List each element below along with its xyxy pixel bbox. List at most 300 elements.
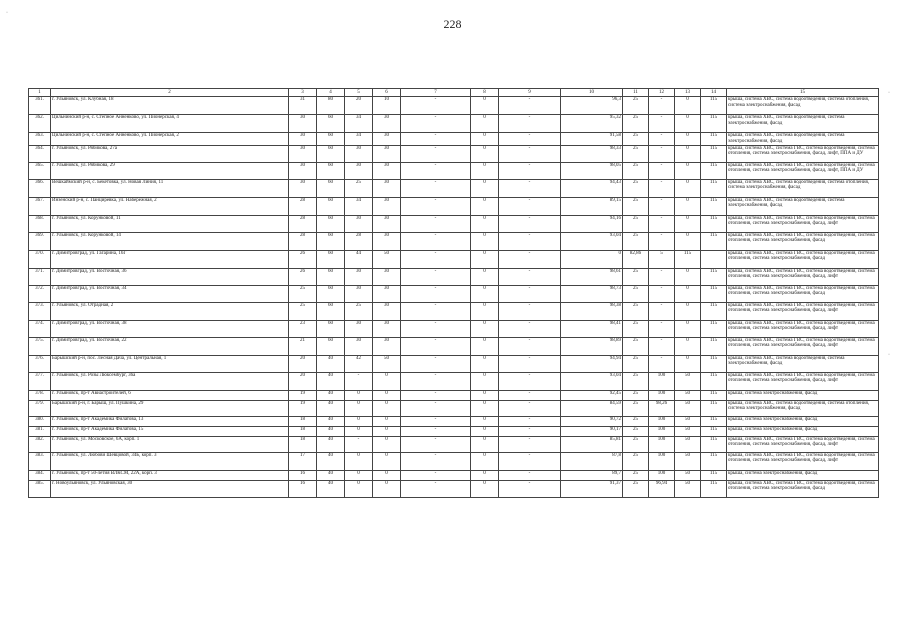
value-cell: 60 <box>317 250 345 268</box>
value-cell: 115 <box>675 250 701 268</box>
value-cell: 30 <box>289 145 317 162</box>
value-cell: - <box>499 426 561 436</box>
address-cell: г. Новоульяновск, ул. Ульяновская, 30 <box>51 480 289 497</box>
value-cell: 0 <box>471 250 499 268</box>
value-cell: - <box>649 97 675 115</box>
works-cell: крыша, система электроснабжения, фасад <box>727 426 879 436</box>
value-cell: 25 <box>623 197 649 215</box>
works-cell: крыша, система ХВС, система водоотведения, система электроснабжения, фасад <box>727 355 879 372</box>
value-cell: 96,3 <box>561 97 623 115</box>
value-cell: 115 <box>701 400 727 416</box>
value-cell: 90,72 <box>561 416 623 426</box>
address-cell: г. Ульяновск, пр-т 50-летия ВЛКСМ, 22А, корп. 3 <box>51 470 289 480</box>
value-cell: 30 <box>289 115 317 133</box>
value-cell: 89,7 <box>561 470 623 480</box>
column-number: 4 <box>317 89 345 97</box>
row-number: 362. <box>29 115 51 133</box>
works-cell: крыша, система ХВС, система ГВС, система водоотведения, система отопления, система электроснабжения, фасад <box>727 285 879 302</box>
value-cell: 19 <box>289 390 317 400</box>
row-number: 365. <box>29 162 51 179</box>
address-cell: г. Ульяновск, ул. Клубная, 18 <box>51 97 289 115</box>
value-cell: 91,37 <box>561 480 623 497</box>
works-cell: крыша, система электроснабжения, фасад <box>727 390 879 400</box>
address-cell: г. Димитровград, ул. Гагарина, 16Г <box>51 250 289 268</box>
value-cell: 50 <box>675 426 701 436</box>
works-cell: крыша, система ХВС, система ГВС, система водоотведения, система отопления, система электроснабжения, фасад, лифт <box>727 320 879 337</box>
value-cell: 0 <box>471 197 499 215</box>
works-cell: крыша, система ХВС, система водоотведения, система электроснабжения, фасад <box>727 133 879 146</box>
value-cell: 30 <box>373 145 401 162</box>
value-cell: 40 <box>317 452 345 470</box>
value-cell: 0 <box>471 97 499 115</box>
value-cell: 115 <box>701 97 727 115</box>
column-number: 6 <box>373 89 401 97</box>
row-number: 373. <box>29 302 51 320</box>
row-number: 379. <box>29 400 51 416</box>
value-cell: 30 <box>373 115 401 133</box>
value-cell: - <box>401 480 471 497</box>
value-cell: 0 <box>561 250 623 268</box>
value-cell: - <box>499 470 561 480</box>
value-cell: 0 <box>471 436 499 452</box>
value-cell: - <box>649 355 675 372</box>
value-cell: 0 <box>471 372 499 390</box>
value-cell: 28 <box>289 215 317 232</box>
value-cell: - <box>401 320 471 337</box>
value-cell: - <box>401 285 471 302</box>
value-cell: 0 <box>675 320 701 337</box>
value-cell: 0 <box>471 285 499 302</box>
address-cell: г. Ульяновск, ул. Розы Люксембург, 36а <box>51 372 289 390</box>
value-cell: 28 <box>289 197 317 215</box>
works-cell: крыша, система ХВС, система ГВС, система водоотведения, система отопления, система электроснабжения, фасад, лифт <box>727 452 879 470</box>
table-row <box>29 372 879 390</box>
value-cell: - <box>649 115 675 133</box>
value-cell: 5 <box>649 250 675 268</box>
value-cell: 20 <box>289 372 317 390</box>
value-cell: 60 <box>317 162 345 179</box>
value-cell: 0 <box>373 372 401 390</box>
value-cell: 0 <box>471 215 499 232</box>
value-cell: 30 <box>373 179 401 197</box>
page-number: 228 <box>443 17 462 31</box>
table-row <box>29 355 879 372</box>
value-cell: - <box>649 133 675 146</box>
value-cell: 0 <box>471 162 499 179</box>
value-cell: - <box>499 320 561 337</box>
row-number: 367. <box>29 197 51 215</box>
value-cell: - <box>401 400 471 416</box>
value-cell: 50 <box>675 436 701 452</box>
value-cell: 25 <box>623 426 649 436</box>
value-cell: - <box>499 145 561 162</box>
address-cell: Цильнинский р-н, с. Степное Анненково, ул. Пионерская, 2 <box>51 133 289 146</box>
row-number: 374. <box>29 320 51 337</box>
row-number: 364. <box>29 145 51 162</box>
value-cell: - <box>649 179 675 197</box>
value-cell: - <box>649 337 675 355</box>
value-cell: 60 <box>317 215 345 232</box>
table-row <box>29 285 879 302</box>
value-cell: 91,58 <box>561 133 623 146</box>
value-cell: 0 <box>345 390 373 400</box>
value-cell: 30 <box>373 320 401 337</box>
value-cell: 0 <box>373 390 401 400</box>
value-cell: - <box>345 436 373 452</box>
value-cell: - <box>401 232 471 250</box>
value-cell: 0 <box>345 400 373 416</box>
value-cell: - <box>401 133 471 146</box>
value-cell: 30 <box>373 133 401 146</box>
value-cell: 0 <box>345 416 373 426</box>
value-cell: 100 <box>649 452 675 470</box>
value-cell: 0 <box>471 426 499 436</box>
value-cell: 94,16 <box>561 215 623 232</box>
value-cell: 60 <box>317 197 345 215</box>
value-cell: 25 <box>623 133 649 146</box>
value-cell: 0 <box>675 97 701 115</box>
value-cell: 25 <box>623 232 649 250</box>
value-cell: 25 <box>623 162 649 179</box>
value-cell: 30 <box>289 179 317 197</box>
value-cell: - <box>345 372 373 390</box>
value-cell: - <box>401 97 471 115</box>
works-cell: крыша, система ХВС, система ГВС, система водоотведения, система отопления, система электроснабжения, фасад, лифт <box>727 436 879 452</box>
value-cell <box>701 250 727 268</box>
value-cell: 40 <box>317 372 345 390</box>
value-cell: 98,33 <box>561 145 623 162</box>
value-cell: 0 <box>471 400 499 416</box>
value-cell: 50 <box>675 480 701 497</box>
address-cell: г. Ульяновск, ул. Отрадная, 2 <box>51 302 289 320</box>
value-cell: 85,81 <box>561 436 623 452</box>
value-cell: 0 <box>471 115 499 133</box>
value-cell: - <box>499 115 561 133</box>
value-cell: 40 <box>317 470 345 480</box>
value-cell: 26 <box>289 268 317 285</box>
row-number: 368. <box>29 215 51 232</box>
value-cell: 115 <box>701 416 727 426</box>
value-cell: 25 <box>623 355 649 372</box>
value-cell: - <box>649 145 675 162</box>
value-cell: 98,61 <box>561 268 623 285</box>
table-row <box>29 416 879 426</box>
table-row <box>29 426 879 436</box>
value-cell: 115 <box>701 436 727 452</box>
value-cell: - <box>401 452 471 470</box>
value-cell: - <box>499 372 561 390</box>
value-cell: 93,04 <box>561 372 623 390</box>
table-row <box>29 162 879 179</box>
value-cell: 115 <box>701 452 727 470</box>
table-row <box>29 179 879 197</box>
value-cell: - <box>499 97 561 115</box>
value-cell: 0 <box>345 452 373 470</box>
value-cell: 115 <box>701 162 727 179</box>
value-cell: 0 <box>471 320 499 337</box>
scan-mark: · <box>6 10 8 16</box>
value-cell: 93,04 <box>561 232 623 250</box>
table-row <box>29 97 879 115</box>
value-cell: 20 <box>345 97 373 115</box>
value-cell: 0 <box>345 470 373 480</box>
value-cell: - <box>499 197 561 215</box>
value-cell: 115 <box>701 115 727 133</box>
address-cell: г. Димитровград, ул. Восточная, 22 <box>51 337 289 355</box>
value-cell: - <box>499 400 561 416</box>
value-cell: 115 <box>701 320 727 337</box>
value-cell: 30 <box>289 133 317 146</box>
column-number: 1 <box>29 89 51 97</box>
value-cell: 115 <box>701 197 727 215</box>
value-cell: 0 <box>675 162 701 179</box>
column-number-row <box>29 89 879 97</box>
address-cell: г. Димитровград, ул. Восточная, 34 <box>51 285 289 302</box>
works-cell: крыша, система ХВС, система водоотведения, система отопления, система электроснабжения, фасад <box>727 179 879 197</box>
value-cell: - <box>499 162 561 179</box>
value-cell: 0 <box>471 337 499 355</box>
value-cell: 115 <box>701 285 727 302</box>
row-number: 363. <box>29 133 51 146</box>
value-cell: - <box>649 268 675 285</box>
value-cell: 25 <box>623 416 649 426</box>
value-cell: 115 <box>701 470 727 480</box>
value-cell: 16 <box>289 480 317 497</box>
value-cell: - <box>499 302 561 320</box>
value-cell: 25 <box>345 302 373 320</box>
value-cell: 25 <box>289 285 317 302</box>
value-cell: 100 <box>649 372 675 390</box>
value-cell: 98,89 <box>561 337 623 355</box>
row-number: 384. <box>29 470 51 480</box>
address-cell: г. Ульяновск, ул. Рябикова, 29 <box>51 162 289 179</box>
address-cell: Инзенский р-н, с. Панциревка, ул. Набережная, 2 <box>51 197 289 215</box>
value-cell: 44 <box>345 250 373 268</box>
value-cell: 100 <box>649 390 675 400</box>
value-cell: - <box>401 426 471 436</box>
value-cell: 0 <box>471 133 499 146</box>
value-cell: 50 <box>675 390 701 400</box>
value-cell: 28 <box>289 232 317 250</box>
value-cell: 0 <box>675 268 701 285</box>
value-cell: - <box>401 436 471 452</box>
value-cell: 87,8 <box>561 452 623 470</box>
value-cell: 115 <box>701 232 727 250</box>
value-cell: - <box>499 268 561 285</box>
value-cell: 18 <box>289 426 317 436</box>
value-cell: 25 <box>623 337 649 355</box>
row-number: 382. <box>29 436 51 452</box>
value-cell: 25 <box>623 115 649 133</box>
value-cell: 30 <box>373 337 401 355</box>
column-number: 8 <box>471 89 499 97</box>
value-cell: - <box>401 145 471 162</box>
works-cell: крыша, система электроснабжения, фасад <box>727 470 879 480</box>
value-cell: - <box>401 162 471 179</box>
value-cell: 25 <box>623 320 649 337</box>
value-cell: 30 <box>373 285 401 302</box>
value-cell: 0 <box>675 355 701 372</box>
value-cell: 30 <box>345 215 373 232</box>
value-cell: - <box>401 268 471 285</box>
value-cell: 115 <box>701 372 727 390</box>
value-cell: 0 <box>675 179 701 197</box>
value-cell: 0 <box>471 268 499 285</box>
value-cell: 0 <box>373 426 401 436</box>
table-row <box>29 133 879 146</box>
value-cell: 30 <box>345 145 373 162</box>
value-cell: - <box>649 162 675 179</box>
works-cell: крыша, система ХВС, система водоотведения, система отопления, система электроснабжения, фасад <box>727 97 879 115</box>
value-cell: 60 <box>317 268 345 285</box>
value-cell: 50 <box>675 372 701 390</box>
value-cell: - <box>401 355 471 372</box>
row-number: 378. <box>29 390 51 400</box>
address-cell: г. Ульяновск, пр-т Академика Филатова, 13 <box>51 416 289 426</box>
value-cell: 18 <box>289 416 317 426</box>
table-row <box>29 337 879 355</box>
address-cell: г. Ульяновск, ул. Любови Шевцовой, 34Б, корп. 3 <box>51 452 289 470</box>
value-cell: 0 <box>675 337 701 355</box>
value-cell: 60 <box>317 320 345 337</box>
value-cell: 0 <box>345 426 373 436</box>
value-cell: 18 <box>289 436 317 452</box>
row-number: 377. <box>29 372 51 390</box>
works-cell: крыша, система ХВС, система ГВС, система водоотведения, система отопления, система электроснабжения, фасад, лифт, ППА и ДУ <box>727 162 879 179</box>
value-cell: 98,26 <box>649 400 675 416</box>
value-cell: 98,41 <box>561 320 623 337</box>
value-cell: 34 <box>345 115 373 133</box>
address-cell: Цильнинский р-н, с. Степное Анненково, ул. Пионерская, 4 <box>51 115 289 133</box>
address-cell: г. Ульяновск, ул. Корунковой, 14 <box>51 232 289 250</box>
value-cell: 100 <box>649 416 675 426</box>
value-cell: 0 <box>471 452 499 470</box>
table-row <box>29 452 879 470</box>
value-cell: 115 <box>701 215 727 232</box>
value-cell: 25 <box>289 302 317 320</box>
works-cell: крыша, система ХВС, система ГВС, система водоотведения, система отопления, система электроснабжения, фасад, лифт, ППА и ДУ <box>727 145 879 162</box>
value-cell: 60 <box>317 179 345 197</box>
value-cell: - <box>499 250 561 268</box>
column-number: 10 <box>561 89 623 97</box>
value-cell: 94,94 <box>561 355 623 372</box>
value-cell: - <box>401 337 471 355</box>
value-cell: 115 <box>701 133 727 146</box>
address-cell: Барышский р-н, пос. Лесная Дача, ул. Центральная, 1 <box>51 355 289 372</box>
value-cell: - <box>401 470 471 480</box>
column-number: 14 <box>701 89 727 97</box>
column-number: 15 <box>727 89 879 97</box>
row-number: 375. <box>29 337 51 355</box>
works-cell: крыша, система ХВС, система водоотведения, система электроснабжения, фасад <box>727 197 879 215</box>
row-number: 381. <box>29 426 51 436</box>
works-cell: крыша, система ХВС, система ГВС, система водоотведения, система отопления, система электроснабжения, фасад <box>727 480 879 497</box>
value-cell: 21 <box>289 337 317 355</box>
value-cell: 90,17 <box>561 426 623 436</box>
value-cell: 30 <box>345 320 373 337</box>
value-cell: 30 <box>345 268 373 285</box>
value-cell: 25 <box>623 436 649 452</box>
value-cell: 60 <box>317 115 345 133</box>
works-cell: крыша, система ХВС, система водоотведения, система электроснабжения, фасад <box>727 115 879 133</box>
value-cell: 0 <box>373 452 401 470</box>
value-cell: 0 <box>471 145 499 162</box>
value-cell: - <box>401 215 471 232</box>
value-cell: - <box>649 302 675 320</box>
value-cell: - <box>649 215 675 232</box>
table-row <box>29 470 879 480</box>
value-cell: 42 <box>345 355 373 372</box>
register-table <box>28 88 879 498</box>
value-cell: 0 <box>471 390 499 400</box>
value-cell: 98,05 <box>561 162 623 179</box>
value-cell: 40 <box>317 480 345 497</box>
value-cell: 25 <box>623 285 649 302</box>
value-cell: 0 <box>345 480 373 497</box>
value-cell: - <box>401 250 471 268</box>
value-cell: 115 <box>701 337 727 355</box>
value-cell: 115 <box>701 179 727 197</box>
scan-mark: · <box>888 90 890 96</box>
value-cell: 0 <box>675 302 701 320</box>
value-cell: - <box>499 452 561 470</box>
value-cell: 60 <box>317 133 345 146</box>
value-cell: 96,94 <box>649 480 675 497</box>
works-cell: крыша, система электроснабжения, фасад <box>727 416 879 426</box>
address-cell: г. Ульяновск, ул. Корунковой, 11 <box>51 215 289 232</box>
value-cell: 25 <box>623 145 649 162</box>
table-row <box>29 268 879 285</box>
value-cell: 23 <box>289 320 317 337</box>
column-number: 13 <box>675 89 701 97</box>
works-cell: крыша, система ХВС, система ГВС, система водоотведения, система отопления, система электроснабжения, фасад, лифт <box>727 215 879 232</box>
value-cell: 50 <box>675 470 701 480</box>
value-cell: 26 <box>289 250 317 268</box>
value-cell: 60 <box>317 232 345 250</box>
value-cell: 30 <box>373 162 401 179</box>
value-cell: 16 <box>289 470 317 480</box>
value-cell: - <box>499 133 561 146</box>
value-cell: 25 <box>345 179 373 197</box>
value-cell: 60 <box>317 285 345 302</box>
value-cell: - <box>401 372 471 390</box>
value-cell: - <box>649 232 675 250</box>
works-cell: крыша, система ХВС, система ГВС, система водоотведения, система отопления, система электроснабжения, фасад, лифт <box>727 268 879 285</box>
column-number: 9 <box>499 89 561 97</box>
value-cell: 20 <box>289 355 317 372</box>
value-cell: 50 <box>373 250 401 268</box>
value-cell: 30 <box>345 285 373 302</box>
value-cell: 50 <box>373 355 401 372</box>
value-cell: 25 <box>623 452 649 470</box>
value-cell: 0 <box>675 133 701 146</box>
table-row <box>29 390 879 400</box>
value-cell: 0 <box>471 179 499 197</box>
value-cell: - <box>649 320 675 337</box>
table-row <box>29 480 879 497</box>
value-cell: 0 <box>373 470 401 480</box>
value-cell: 31 <box>289 97 317 115</box>
value-cell: 0 <box>675 115 701 133</box>
value-cell: 0 <box>373 416 401 426</box>
value-cell: 25 <box>623 480 649 497</box>
address-cell: г. Ульяновск, ул. Московское, 6А, корп. 1 <box>51 436 289 452</box>
value-cell: 40 <box>317 416 345 426</box>
value-cell: 25 <box>623 302 649 320</box>
value-cell: - <box>401 390 471 400</box>
value-cell: 25 <box>623 390 649 400</box>
value-cell: 40 <box>317 426 345 436</box>
